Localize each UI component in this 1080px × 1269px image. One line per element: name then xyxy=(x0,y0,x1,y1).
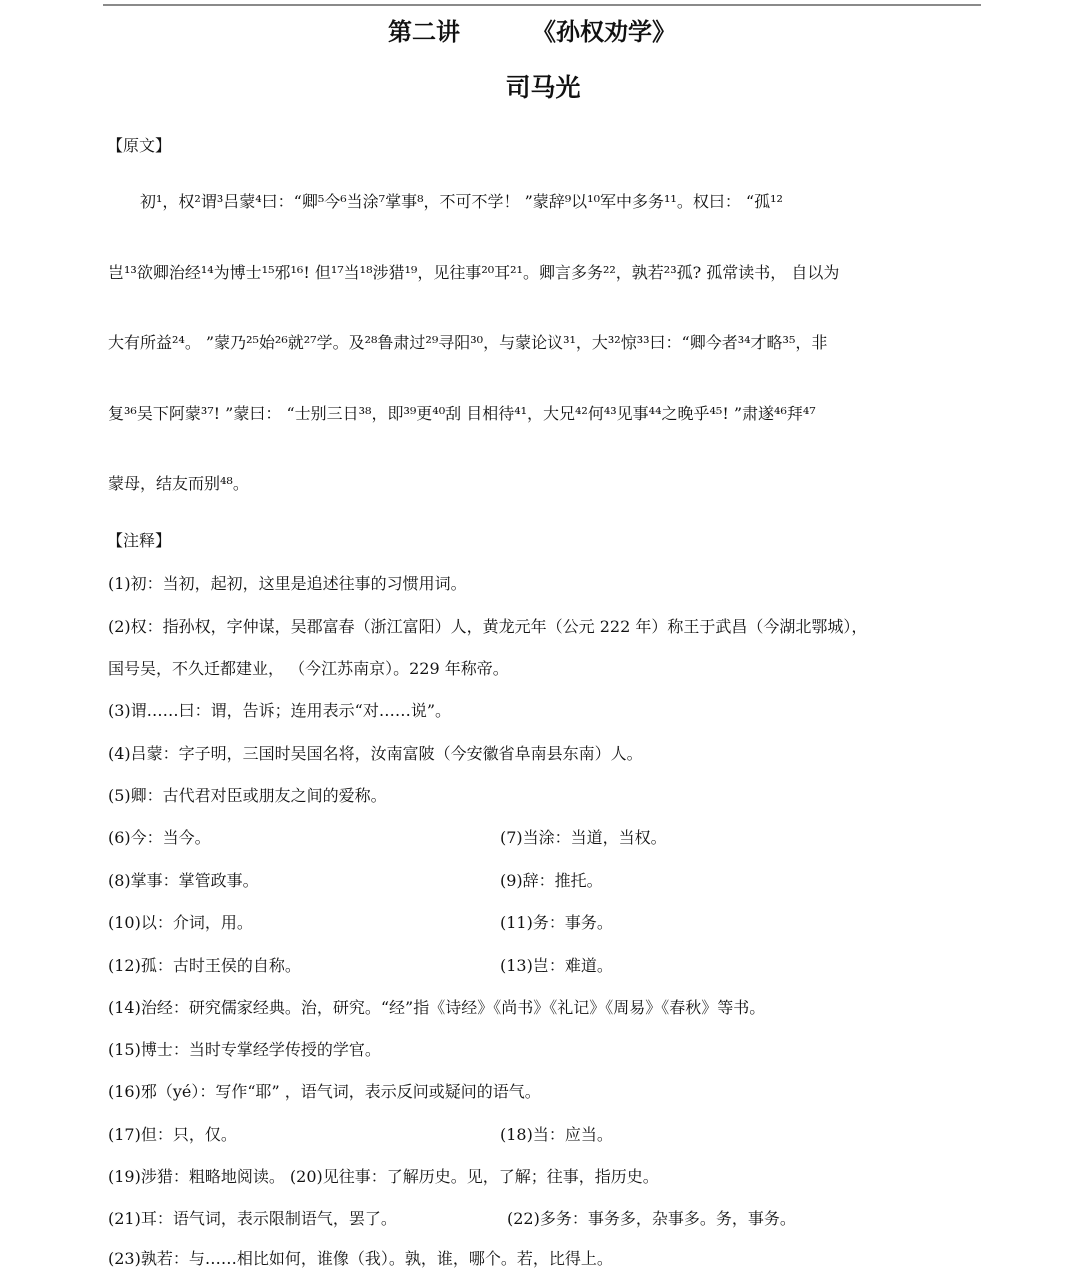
note-item: (4)吕蒙：字子明，三国时吴国名将，汝南富陂（今安徽省阜南县东南）人。 xyxy=(108,744,643,763)
note-item: (17)但：只，仅。 xyxy=(108,1125,237,1144)
note-item: (11)务：事务。 xyxy=(500,913,613,932)
note-item: (7)当涂：当道，当权。 xyxy=(500,828,667,847)
lecture-title: 《孙权劝学》 xyxy=(532,18,676,46)
note-item: (2)权：指孙权，字仲谋，吴郡富春（浙江富阳）人，黄龙元年（公元 222 年）称王于武昌（今湖北鄂城）， xyxy=(108,617,868,636)
note-item: (14)治经：研究儒家经典。治，研究。“经”指《诗经》《尚书》《礼记》《周易》《春秋》等书。 xyxy=(108,998,766,1017)
lecture-label: 第二讲 xyxy=(388,18,460,46)
notes-heading: 【注释】 xyxy=(107,531,172,550)
original-line: 蒙母，结友而别⁴⁸。 xyxy=(108,474,249,493)
top-rule xyxy=(103,4,981,6)
title-row xyxy=(0,12,1080,46)
note-item: (6)今：当今。 xyxy=(108,828,211,847)
note-item: (21)耳：语气词，表示限制语气，罢了。 xyxy=(108,1209,397,1228)
note-item: (12)孤：古时王侯的自称。 xyxy=(108,956,301,975)
note-item: (22)多务：事务多，杂事多。务，事务。 xyxy=(507,1209,796,1228)
note-item: (18)当：应当。 xyxy=(500,1125,613,1144)
note-item: (13)岂：难道。 xyxy=(500,956,613,975)
note-item: (5)卿：古代君对臣或朋友之间的爱称。 xyxy=(108,786,387,805)
original-line: 复³⁶吴下阿蒙³⁷! ”蒙曰： “士别三日³⁸，即³⁹更⁴⁰刮 目相待⁴¹，大兄⁴²何⁴³见事⁴⁴之晚乎⁴⁵! ”肃遂⁴⁶拜⁴⁷ xyxy=(108,404,816,423)
original-line: 初¹，权²谓³吕蒙⁴曰：“卿⁵今⁶当涂⁷掌事⁸，不可不学！ ”蒙辞⁹以¹⁰军中多务¹¹。权曰： “孤¹² xyxy=(140,192,783,211)
note-item: (23)孰若：与……相比如何，谁像（我）。孰，谁，哪个。若，比得上。 xyxy=(108,1249,613,1268)
note-item: (16)邪（yé）：写作“耶” ，语气词，表示反问或疑问的语气。 xyxy=(108,1082,541,1101)
author: 司马光 xyxy=(505,73,581,102)
note-item: (10)以：介词，用。 xyxy=(108,913,253,932)
original-line: 岂¹³欲卿治经¹⁴为博士¹⁵邪¹⁶! 但¹⁷当¹⁸涉猎¹⁹，见往事²⁰耳²¹。卿言多务²²，孰若²³孤? 孤常读书， 自以为 xyxy=(108,263,840,282)
original-line: 大有所益²⁴。 ”蒙乃²⁵始²⁶就²⁷学。及²⁸鲁肃过²⁹寻阳³⁰，与蒙论议³¹，大³²惊³³曰：“卿今者³⁴才略³⁵，非 xyxy=(108,333,828,352)
original-heading: 【原文】 xyxy=(107,136,172,155)
note-item: (15)博士：当时专掌经学传授的学官。 xyxy=(108,1040,381,1059)
note-item: (3)谓……曰：谓，告诉；连用表示“对……说”。 xyxy=(108,701,452,720)
note-item: (1)初：当初，起初，这里是追述往事的习惯用词。 xyxy=(108,574,467,593)
note-item: 国号吴，不久迁都建业， （今江苏南京）。229 年称帝。 xyxy=(108,659,509,678)
note-item: (19)涉猎：粗略地阅读。 (20)见往事：了解历史。见，了解；往事，指历史。 xyxy=(108,1167,659,1186)
note-item: (9)辞：推托。 xyxy=(500,871,603,890)
note-item: (8)掌事：掌管政事。 xyxy=(108,871,259,890)
